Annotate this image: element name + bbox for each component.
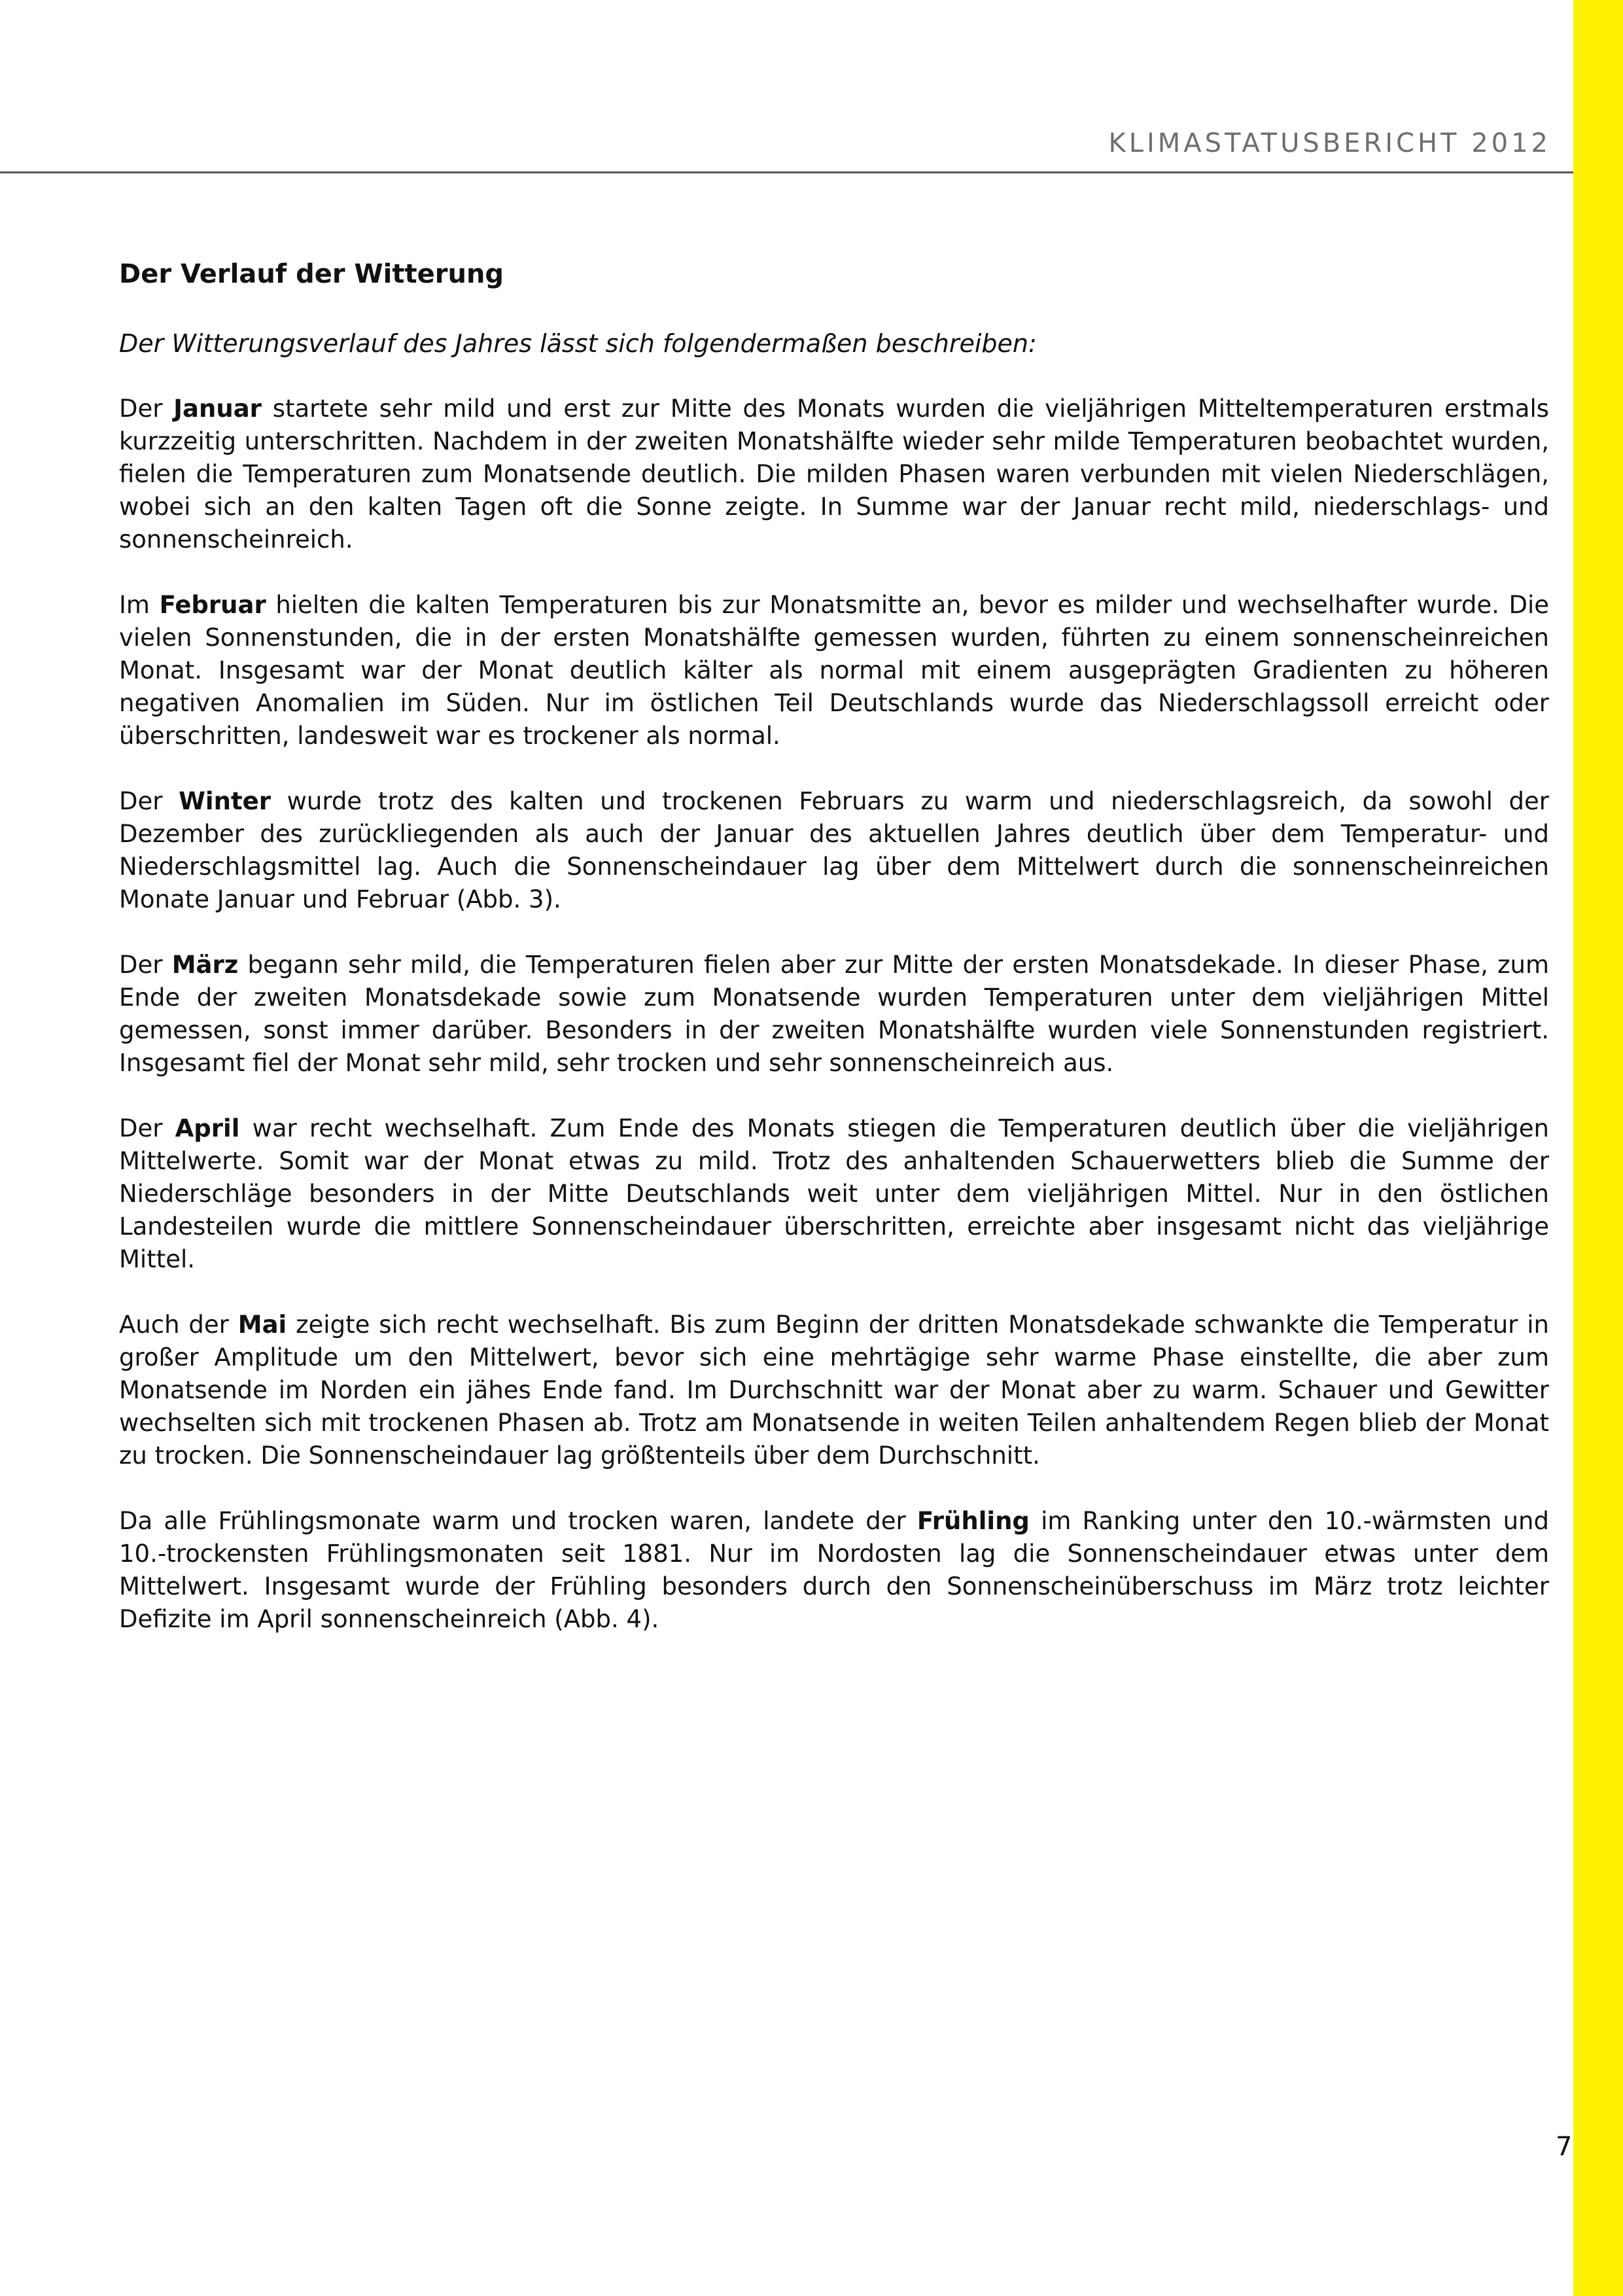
paragraph-text: hielten die kalten Temperaturen bis zur Monatsmitte an, bevor es milder und wechselhafter wurde. Die vielen Sonnenstunden, die in der ersten Monatshälfte gemessen wurden, führten zu einem sonnenscheinreichen Monat. Insgesamt war der Monat deutlich kälter als normal mit einem ausgeprägten Gradienten zu höheren negativen Anomalien im Süden. Nur im östlichen Teil Deutschlands wurde das Niederschlagssoll erreicht oder überschritten, landesweit war es trockener als normal.: [119, 591, 1549, 750]
page-body: [119, 255, 1549, 1669]
header-divider: [0, 171, 1573, 173]
month-keyword: Januar: [173, 395, 262, 423]
month-keyword: März: [171, 951, 239, 979]
paragraph-text: war recht wechselhaft. Zum Ende des Monats stiegen die Temperaturen deutlich über die vieljährigen Mittelwerte. Somit war der Monat etwas zu mild. Trotz des anhaltenden Schauerwetters blieb die Summe der Niederschläge besonders in der Mitte Deutschlands weit unter dem vieljährigen Mittel. Nur in den östlichen Landesteilen wurde die mittlere Sonnenscheindauer überschritten, erreichte aber insgesamt nicht das vieljährige Mittel.: [119, 1114, 1549, 1273]
paragraph-mai: [119, 1309, 1549, 1472]
paragraph-text: Der: [119, 787, 179, 815]
paragraph-text: begann sehr mild, die Temperaturen fielen aber zur Mitte der ersten Monatsdekade. In dieser Phase, zum Ende der zweiten Monatsdekade sowie zum Monatsende wurden Temperaturen unter dem vieljährigen Mittel gemessen, sonst immer darüber. Besonders in der zweiten Monatshälfte wurden viele Sonnenstunden registriert. Insgesamt fiel der Monat sehr mild, sehr trocken und sehr sonnenscheinreich aus.: [119, 951, 1550, 1077]
paragraph-text: Auch der: [119, 1311, 238, 1339]
paragraph-text: startete sehr mild und erst zur Mitte des Monats wurden die vieljährigen Mitteltemperaturen erstmals kurzzeitig unterschritten. Nachdem in der zweiten Monatshälfte wieder sehr milde Temperaturen beobachtet wurden, fielen die Temperaturen zum Monatsende deutlich. Die milden Phasen waren verbunden mit vielen Niederschlägen, wobei sich an den kalten Tagen oft die Sonne zeigte. In Summe war der Januar recht mild, niederschlags- und sonnenscheinreich.: [119, 395, 1550, 554]
paragraph-fruehling: [119, 1505, 1549, 1636]
running-header-title: KLIMASTATUSBERICHT 2012: [1108, 128, 1551, 158]
page-number: 7: [1556, 2132, 1573, 2162]
paragraph-text: Im: [119, 591, 160, 619]
month-keyword: Februar: [159, 591, 266, 619]
paragraph-januar: [119, 393, 1549, 556]
paragraph-text: Der: [119, 1114, 175, 1142]
section-title: Der Verlauf der Witterung: [119, 259, 504, 289]
month-keyword: Mai: [237, 1311, 287, 1339]
paragraph-text: im Ranking unter den 10.-wärmsten und 10.-trockensten Frühlingsmonaten seit 1881. Nur im Nordosten lag die Sonnenscheindauer etwas unter dem Mittelwert. Insgesamt wurde der Frühling besonders durch den Sonnenscheinüberschuss im März trotz leichter Defizite im April sonnenscheinreich (Abb. 4).: [119, 1507, 1549, 1633]
section-intro: Der Witterungsverlauf des Jahres lässt sich folgendermaßen beschreiben:: [119, 329, 1037, 358]
paragraph-text: zeigte sich recht wechselhaft. Bis zum Beginn der dritten Monatsdekade schwankte die Temperatur in großer Amplitude um den Mittelwert, bevor sich eine mehrtägige sehr warme Phase einstellte, die aber zum Monatsende im Norden ein jähes Ende fand. Im Durchschnitt war der Monat aber zu warm. Schauer und Gewitter wechselten sich mit trockenen Phasen ab. Trotz am Monatsende in weiten Teilen anhaltendem Regen blieb der Monat zu trocken. Die Sonnenscheindauer lag größtenteils über dem Durchschnitt.: [119, 1311, 1549, 1470]
paragraph-april: [119, 1112, 1549, 1276]
yellow-side-bar: [1573, 0, 1623, 2296]
paragraph-text: Der: [119, 395, 174, 423]
paragraph-winter: [119, 785, 1549, 916]
paragraph-maerz: [119, 949, 1549, 1080]
season-keyword: Frühling: [916, 1507, 1030, 1535]
paragraph-text: wurde trotz des kalten und trockenen Februars zu warm und niederschlagsreich, da sowohl der Dezember des zurückliegenden als auch der Januar des aktuellen Jahres deutlich über dem Temperatur- und Niederschlagsmittel lag. Auch die Sonnenscheindauer lag über dem Mittelwert durch die sonnenscheinreichen Monate Januar und Februar (Abb. 3).: [119, 787, 1549, 913]
month-keyword: April: [175, 1114, 240, 1142]
season-keyword: Winter: [179, 787, 271, 815]
paragraph-text: Da alle Frühlingsmonate warm und trocken waren, landete der: [119, 1507, 917, 1535]
paragraph-text: Der: [119, 951, 172, 979]
paragraph-februar: [119, 589, 1549, 752]
